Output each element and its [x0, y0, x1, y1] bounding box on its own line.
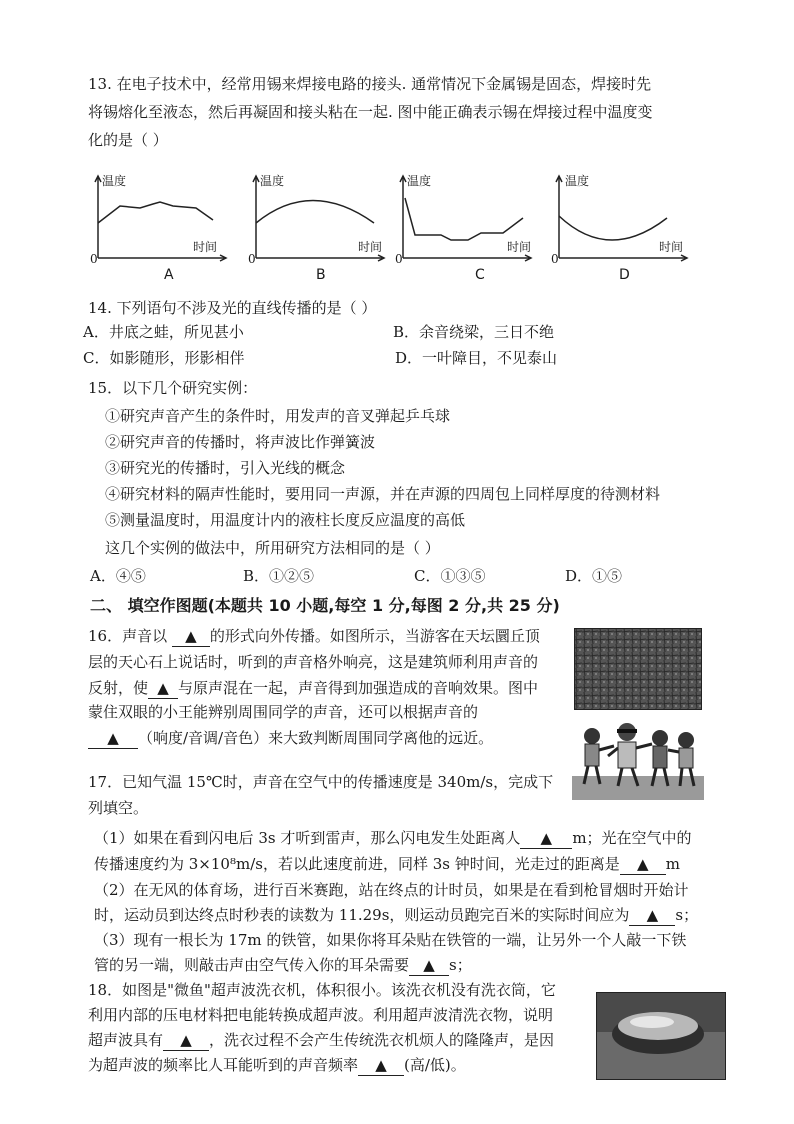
- q17-text-3b: m；光在空气中的: [572, 829, 692, 847]
- q18-text-4b: (高/低)。: [404, 1056, 466, 1074]
- q16-text-5b: （响度/音调/音色）来大致判断周围同学离他的远近。: [138, 729, 494, 747]
- q15-option-d: D．①⑤: [565, 567, 623, 585]
- graph-b-origin: 0: [248, 252, 256, 266]
- q13-line-2: 将锡熔化至液态，然后再凝固和接头粘在一起. 图中能正确表示锡在焊接过程中温度变: [88, 103, 653, 121]
- graph-b-x-label: 时间: [358, 240, 383, 254]
- temple-stone-photo: [574, 628, 702, 710]
- graph-d-origin: 0: [551, 252, 559, 266]
- q18-line-4: [88, 1055, 466, 1076]
- q18-text-3a: 超声波具有: [88, 1031, 164, 1049]
- q17-text-4b: m: [665, 855, 680, 873]
- q17-line-7: （3）现有一根长为 17m 的铁管，如果你将耳朵贴在铁管的一端，让另外一个人敲一下铁: [94, 931, 687, 949]
- graph-d-x-label: 时间: [659, 240, 684, 254]
- q15-item-4: ④研究材料的隔声性能时，要用同一声源，并在声源的四周包上同样厚度的待测材料: [105, 485, 661, 503]
- q17-blank-1[interactable]: ▲: [520, 828, 572, 849]
- graph-b: [246, 168, 386, 283]
- q17-line-3: [94, 828, 692, 849]
- graph-a-letter: A: [164, 267, 174, 283]
- q17-blank-2[interactable]: ▲: [620, 854, 666, 875]
- q15-option-a: A．④⑤: [90, 567, 146, 585]
- q14-option-d: D．一叶障目，不见泰山: [395, 349, 558, 367]
- q17-text-6a: 时，运动员到达终点时秒表的读数为 11.29s，则运动员跑完百米的实际时间应为: [94, 906, 630, 924]
- q18-text-4a: 为超声波的频率比人耳能听到的声音频率: [88, 1056, 359, 1074]
- graph-c: [393, 168, 533, 283]
- graph-c-x-label: 时间: [507, 240, 532, 254]
- graph-c-y-label: 温度: [407, 174, 432, 188]
- q16-blank-3[interactable]: ▲: [88, 728, 138, 749]
- q18-line-1: 18．如图是"微鱼"超声波洗衣机，体积很小。该洗衣机没有洗衣筒，它: [88, 981, 556, 999]
- q17-line-1: 17．已知气温 15℃时，声音在空气中的传播速度是 340m/s，完成下: [88, 773, 554, 791]
- q16-blank-1[interactable]: ▲: [172, 626, 210, 647]
- blindfold-children-illustration: [572, 716, 704, 808]
- q16-line-1: [88, 626, 540, 647]
- q15-option-c: C．①③⑤: [414, 567, 486, 585]
- q17-line-4: [94, 854, 680, 875]
- q17-blank-3[interactable]: ▲: [629, 905, 675, 926]
- q15-option-b: B．①②⑤: [243, 567, 315, 585]
- graph-b-y-label: 温度: [260, 174, 285, 188]
- q18-blank-1[interactable]: ▲: [163, 1030, 209, 1051]
- graph-b-letter: B: [316, 267, 326, 283]
- q17-line-6: [94, 905, 698, 926]
- graph-d-letter: D: [619, 267, 630, 283]
- q17-text-6b: s；: [675, 906, 699, 924]
- q17-line-8: [94, 955, 472, 976]
- q16-line-4: 蒙住双眼的小王能辨别周围同学的声音，还可以根据声音的: [88, 703, 479, 721]
- q16-blank-2[interactable]: ▲: [148, 678, 178, 699]
- q15-item-1: ①研究声音产生的条件时，用发声的音叉弹起乒乓球: [105, 407, 451, 425]
- graph-a-x-label: 时间: [193, 240, 218, 254]
- q14-option-a: A．井底之蛙，所见甚小: [83, 323, 244, 341]
- q16-line-5: [88, 728, 493, 749]
- q16-line-3: [88, 678, 538, 699]
- q14-stem: 14. 下列语句不涉及光的直线传播的是（ ）: [88, 299, 377, 317]
- q13-line-3: 化的是（ ）: [88, 131, 168, 149]
- graph-c-letter: C: [475, 267, 485, 283]
- q17-text-4a: 传播速度约为 3×10⁸m/s，若以此速度前进，同样 3s 钟时间，光走过的距离是: [94, 855, 620, 873]
- q14-option-b: B．余音绕梁，三日不绝: [393, 323, 555, 341]
- q15-item-2: ②研究声音的传播时，将声波比作弹簧波: [105, 433, 376, 451]
- q15-stem: 15．以下几个研究实例：: [88, 379, 258, 397]
- ultrasonic-washer-photo: [596, 992, 726, 1080]
- q13-line-1: 13. 在电子技术中，经常用锡来焊接电路的接头. 通常情况下金属锡是固态，焊接时先: [88, 75, 652, 93]
- q17-line-5: （2）在无风的体育场，进行百米赛跑，站在终点的计时员，如果是在看到枪冒烟时开始计: [94, 881, 689, 899]
- graph-a-y-label: 温度: [102, 174, 127, 188]
- graph-d: [549, 168, 689, 283]
- q18-text-3b: ，洗衣过程不会产生传统洗衣机烦人的隆隆声，是因: [209, 1031, 555, 1049]
- q17-blank-4[interactable]: ▲: [409, 955, 449, 976]
- graph-c-origin: 0: [395, 252, 403, 266]
- q17-text-8a: 管的另一端，则敲击声由空气传入你的耳朵需要: [94, 956, 410, 974]
- q18-line-2: 利用内部的压电材料把电能转换成超声波。利用超声波清洗衣物，说明: [88, 1006, 554, 1024]
- q17-text-3a: （1）如果在看到闪电后 3s 才听到雷声，那么闪电发生处距离人: [94, 829, 521, 847]
- q15-item-3: ③研究光的传播时，引入光线的概念: [105, 459, 346, 477]
- q16-text-3a: 反射，使: [88, 679, 149, 697]
- q14-option-c: C．如影随形，形影相伴: [83, 349, 245, 367]
- graph-a: [88, 168, 228, 283]
- graph-a-origin: 0: [90, 252, 98, 266]
- q16-text-1a: 16．声音以: [88, 627, 172, 645]
- section-2-heading: 二、 填空作图题(本题共 10 小题,每空 1 分,每图 2 分,共 25 分): [90, 596, 560, 615]
- q18-blank-2[interactable]: ▲: [358, 1055, 404, 1076]
- q17-text-8b: s；: [449, 956, 472, 974]
- q18-line-3: [88, 1030, 554, 1051]
- q16-line-2: 层的天心石上说话时，听到的声音格外响亮，这是建筑师利用声音的: [88, 653, 539, 671]
- q16-text-1b: 的形式向外传播。如图所示，当游客在天坛圜丘顶: [209, 627, 540, 645]
- q17-line-2: 列填空。: [88, 799, 149, 817]
- q15-item-5: ⑤测量温度时，用温度计内的液柱长度反应温度的高低: [105, 511, 466, 529]
- graph-d-y-label: 温度: [565, 174, 590, 188]
- q15-question: 这几个实例的做法中，所用研究方法相同的是（ ）: [105, 539, 440, 557]
- q16-text-3b: 与原声混在一起，声音得到加强造成的音响效果。图中: [178, 679, 539, 697]
